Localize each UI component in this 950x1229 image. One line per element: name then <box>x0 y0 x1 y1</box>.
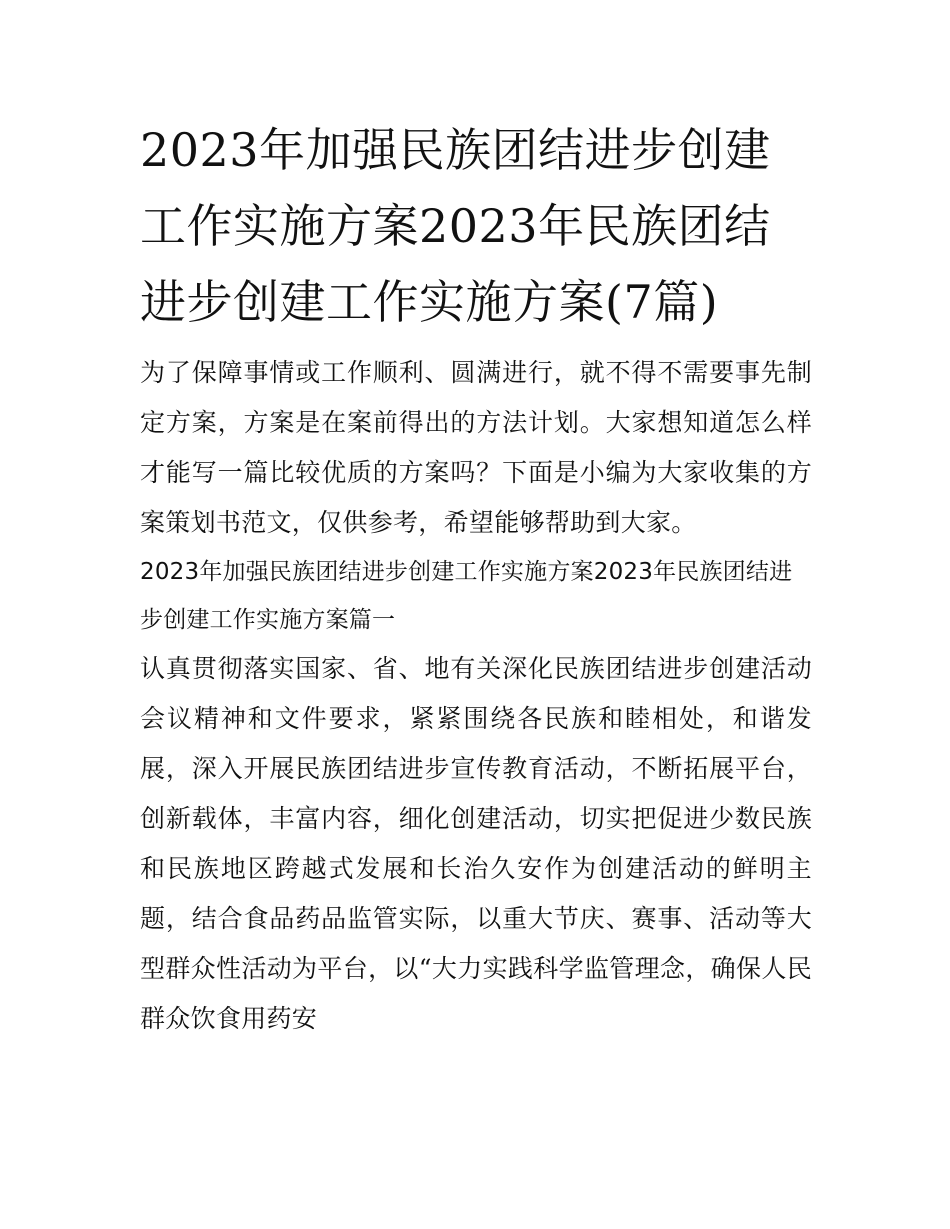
document-title: 2023年加强民族团结进步创建工作实施方案2023年民族团结进步创建工作实施方案(7篇) <box>140 123 771 329</box>
intro-paragraph: 为了保障事情或工作顺利、圆满进行，就不得不需要事先制定方案，方案是在案前得出的方法计划。大家想知道怎么样才能写一篇比较优质的方案吗？下面是小编为大家收集的方案策划书范文，仅供参考，希望能够帮助到大家。 <box>140 358 812 537</box>
section-heading: 2023年加强民族团结进步创建工作实施方案2023年民族团结进步创建工作实施方案篇一 <box>140 559 793 633</box>
body-paragraph: 认真贯彻落实国家、省、地有关深化民族团结进步创建活动会议精神和文件要求，紧紧围绕各民族和睦相处，和谐发展，深入开展民族团结进步宣传教育活动，不断拓展平台，创新载体，丰富内容，细化创建活动，切实把促进少数民族和民族地区跨越式发展和长治久安作为创建活动的鲜明主题，结合食品药品监管实际，以重大节庆、赛事、活动等大型群众性活动为平台，以“大力实践科学监管理念，确保人民群众饮食用药安 <box>140 654 812 1033</box>
document-page <box>140 112 812 1044</box>
